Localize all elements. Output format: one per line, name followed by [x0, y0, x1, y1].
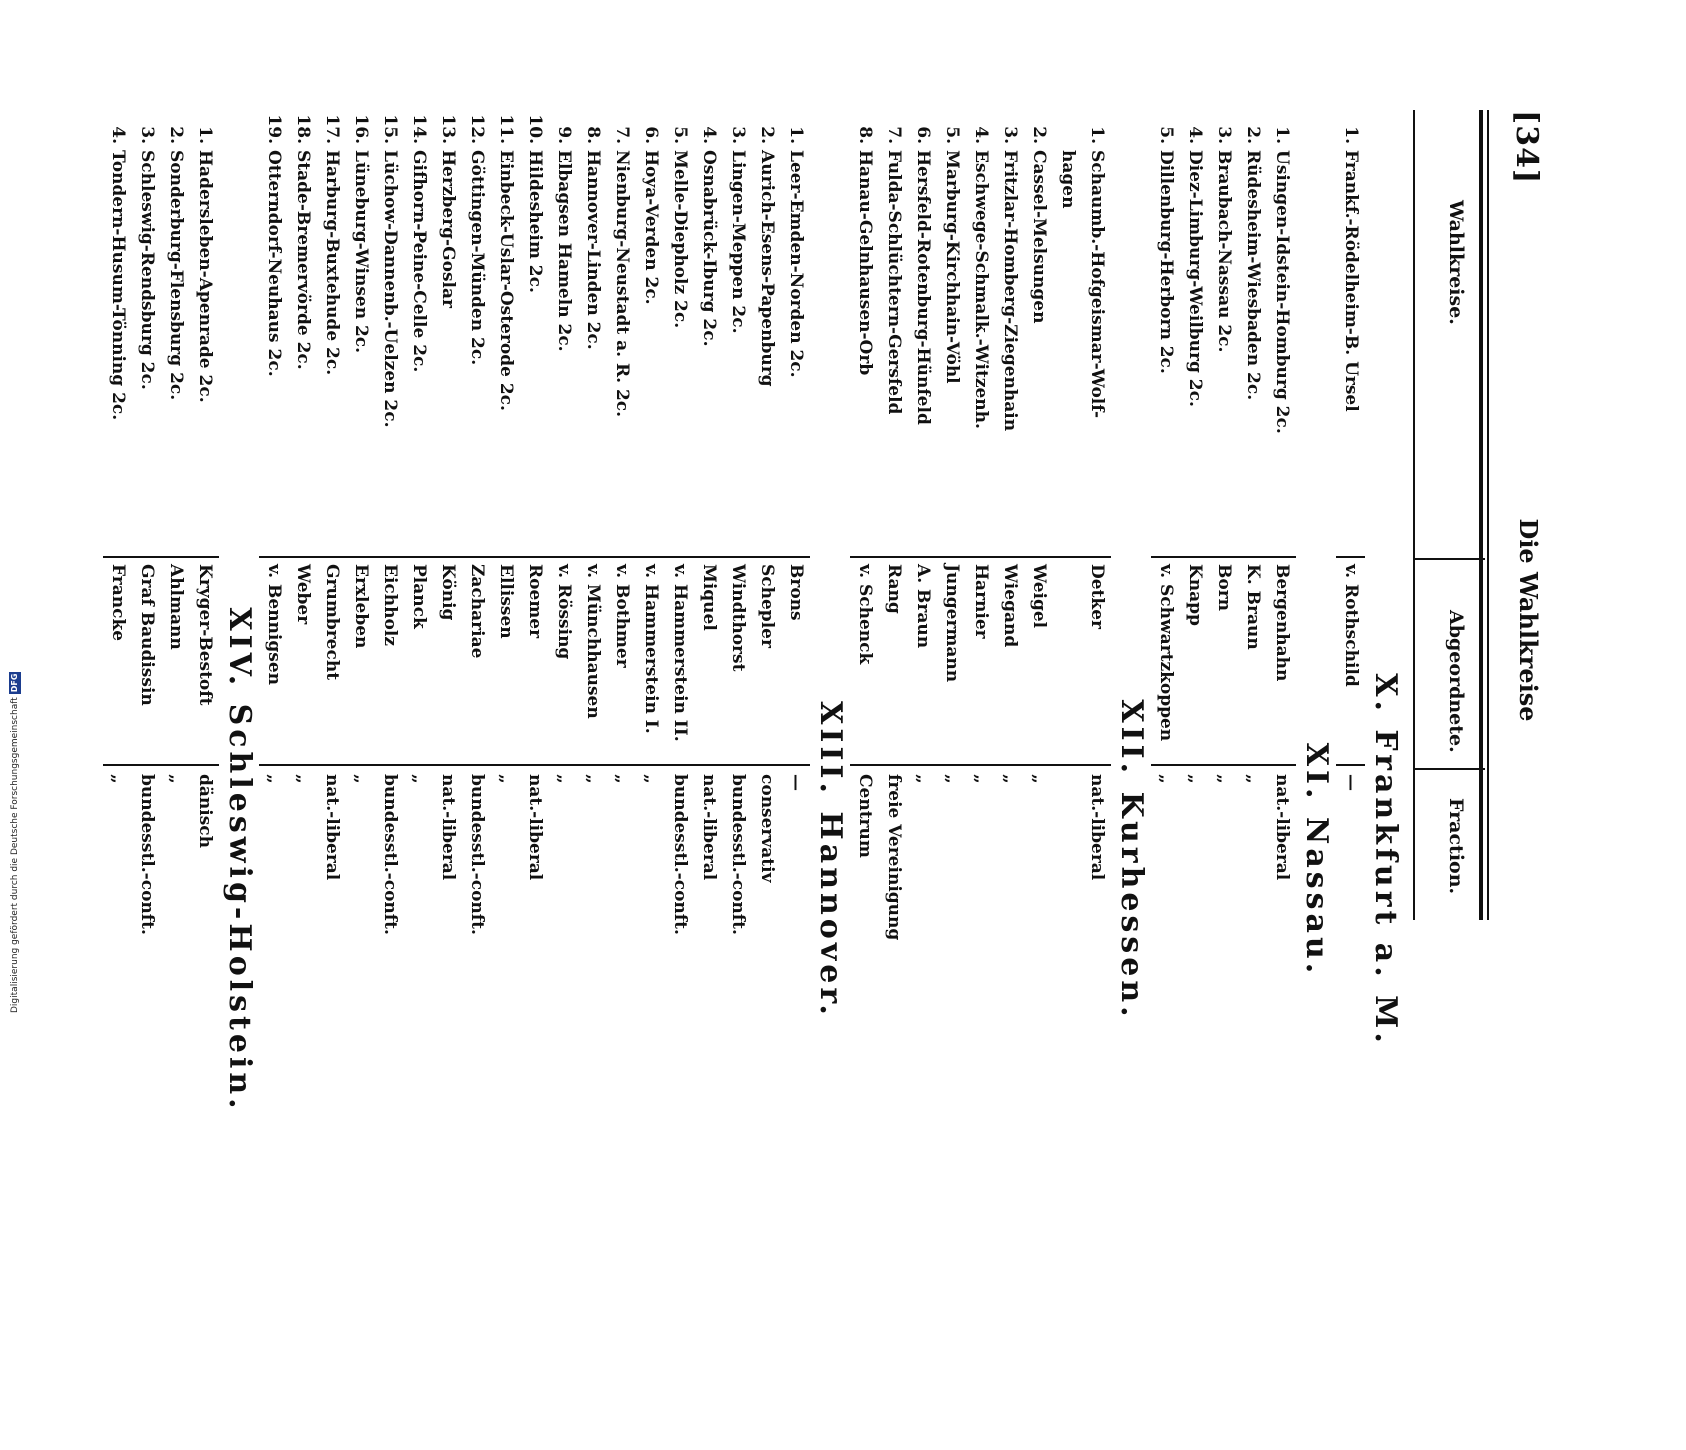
- faction-name: „: [166, 774, 186, 784]
- member-name: Wiegand: [1000, 564, 1020, 648]
- member-name: K. Braun: [1243, 564, 1263, 650]
- column-header-faction: Fraction.: [1445, 798, 1467, 895]
- member-name: Bergenhahn: [1272, 564, 1292, 682]
- faction-name: „: [554, 774, 574, 784]
- column-divider: [723, 764, 752, 766]
- district-name: Eschwege-Schmalk.-Witzenh.: [971, 150, 991, 429]
- member-name: Schepler: [757, 564, 777, 648]
- district-name: Hoya-Verden 2c.: [641, 150, 661, 305]
- faction-name: bundesstl.-conft.: [380, 774, 400, 935]
- section-title: XI. Nassau.: [1299, 742, 1334, 978]
- table-row: [346, 110, 375, 1450]
- district-name: Lüchow-Dannenb.-Uelzen 2c.: [380, 150, 400, 428]
- column-divider: [966, 764, 995, 766]
- row-number: 2.: [166, 126, 186, 144]
- district-name: Hersfeld-Rotenburg-Hünfeld: [913, 150, 933, 425]
- dfg-logo: DFG: [10, 673, 19, 693]
- district-name: Sonderburg-Flensburg 2c.: [166, 150, 186, 401]
- member-name: v. Hammerstein I.: [641, 564, 661, 734]
- column-divider: [908, 556, 937, 558]
- member-name: Planck: [409, 564, 429, 629]
- column-divider: [1053, 556, 1082, 558]
- column-divider: [752, 764, 781, 766]
- column-divider: [578, 556, 607, 558]
- faction-name: nat.-liberal: [525, 774, 545, 881]
- column-divider: [259, 556, 288, 558]
- column-divider: [132, 764, 161, 766]
- column-divider: [1053, 764, 1082, 766]
- district-name: Hanau-Gelnhausen-Orb: [855, 150, 875, 376]
- column-divider: [1336, 764, 1365, 766]
- faction-name: „: [942, 774, 962, 784]
- table-row: [161, 110, 190, 1450]
- column-divider: [462, 556, 491, 558]
- faction-name: „: [1000, 774, 1020, 784]
- district-name: Gifhorn-Peine-Celle 2c.: [409, 150, 429, 373]
- member-name: Miquel: [699, 564, 719, 631]
- table-row: [1267, 110, 1296, 1450]
- row-number: 10.: [525, 114, 545, 144]
- column-header-district: Wahlkreise.: [1445, 200, 1467, 325]
- member-name: Ellissen: [496, 564, 516, 639]
- column-divider: [549, 764, 578, 766]
- column-divider: [607, 764, 636, 766]
- column-divider: [520, 764, 549, 766]
- column-divider: [1238, 556, 1267, 558]
- column-divider: [1180, 764, 1209, 766]
- member-name: Eichholz: [380, 564, 400, 646]
- row-number: 7.: [612, 126, 632, 144]
- faction-name: nat.-liberal: [322, 774, 342, 881]
- district-name: Lingen-Meppen 2c.: [728, 150, 748, 334]
- member-name: Ahlmann: [166, 564, 186, 650]
- header-rule-bottom: [1413, 110, 1415, 920]
- column-divider: [404, 764, 433, 766]
- table-row: [132, 110, 161, 1450]
- column-divider: [317, 556, 346, 558]
- column-divider: [161, 764, 190, 766]
- district-name: Stade-Bremervörde 2c.: [293, 150, 313, 370]
- row-number: 1.: [786, 126, 806, 144]
- member-name: Born: [1214, 564, 1234, 612]
- district-name: Hannover-Linden 2c.: [583, 150, 603, 350]
- column-divider: [607, 556, 636, 558]
- table-row: [1053, 110, 1082, 1450]
- row-number: 8.: [583, 126, 603, 144]
- row-number: 12.: [467, 114, 487, 144]
- column-divider: [346, 556, 375, 558]
- column-divider: [1024, 556, 1053, 558]
- district-name: Elbagsen Hameln 2c.: [554, 150, 574, 352]
- faction-name: freie Vereinigung: [884, 774, 904, 941]
- header-divider-2: [1415, 768, 1485, 770]
- district-name: Schaumb.-Hofgeismar-Wolf-: [1087, 150, 1107, 419]
- district-name: Frankf.-Rödelheim-B. Ursel: [1341, 150, 1361, 412]
- row-number: 9.: [554, 126, 574, 144]
- table-row: [288, 110, 317, 1450]
- row-number: 5.: [670, 126, 690, 144]
- district-name: Marburg-Kirchhain-Vöhl: [942, 150, 962, 384]
- table-row: [1024, 110, 1053, 1450]
- row-number: 11.: [496, 114, 516, 144]
- table-row: [781, 110, 810, 1450]
- table-row: [723, 110, 752, 1450]
- column-divider: [375, 764, 404, 766]
- district-name: Cassel-Melsungen: [1029, 150, 1049, 324]
- district-name: Usingen-Idstein-Homburg 2c.: [1272, 150, 1292, 434]
- table-row: [1180, 110, 1209, 1450]
- faction-name: „: [293, 774, 313, 784]
- district-name: hagen: [1058, 150, 1078, 209]
- table-row: [995, 110, 1024, 1450]
- faction-name: nat.-liberal: [1087, 774, 1107, 881]
- member-name: Windthorst: [728, 564, 748, 672]
- page-number: [34]: [1509, 110, 1544, 185]
- column-divider: [491, 556, 520, 558]
- table-row: [966, 110, 995, 1450]
- row-number: 5.: [942, 126, 962, 144]
- faction-name: „: [351, 774, 371, 784]
- district-name: Hildesheim 2c.: [525, 150, 545, 293]
- column-divider: [1267, 764, 1296, 766]
- faction-name: „: [264, 774, 284, 784]
- member-name: Brons: [786, 564, 806, 621]
- faction-name: „: [1214, 774, 1234, 784]
- table-row: [694, 110, 723, 1450]
- row-number: 16.: [351, 114, 371, 144]
- faction-name: bundesstl.-conft.: [670, 774, 690, 935]
- district-name: Diez-Limburg-Weilburg 2c.: [1185, 150, 1205, 407]
- column-divider: [103, 764, 132, 766]
- faction-name: „: [1185, 774, 1205, 784]
- district-name: Nienburg-Neustadt a. R. 2c.: [612, 150, 632, 418]
- member-name: Grumbrecht: [322, 564, 342, 681]
- table-row: [520, 110, 549, 1450]
- row-number: 7.: [884, 126, 904, 144]
- column-divider: [161, 556, 190, 558]
- faction-name: „: [409, 774, 429, 784]
- section-title: XIII. Hannover.: [813, 701, 848, 1019]
- table-row: [190, 110, 219, 1450]
- faction-name: —: [1341, 774, 1361, 791]
- member-name: v. Hammerstein II.: [670, 564, 690, 742]
- column-divider: [937, 764, 966, 766]
- column-divider: [850, 764, 879, 766]
- faction-name: bundesstl.-conft.: [728, 774, 748, 935]
- faction-name: „: [1243, 774, 1263, 784]
- column-divider: [1180, 556, 1209, 558]
- column-divider: [665, 764, 694, 766]
- district-name: Braubach-Nassau 2c.: [1214, 150, 1234, 353]
- member-name: Harnier: [971, 564, 991, 639]
- column-divider: [723, 556, 752, 558]
- row-number: 17.: [322, 114, 342, 144]
- row-number: 4.: [1185, 126, 1205, 144]
- column-divider: [1024, 764, 1053, 766]
- member-name: v. Schenck: [855, 564, 875, 665]
- faction-name: „: [108, 774, 128, 784]
- column-divider: [375, 556, 404, 558]
- member-name: v. Bothmer: [612, 564, 632, 668]
- table-row: [665, 110, 694, 1450]
- faction-name: nat.-liberal: [438, 774, 458, 881]
- district-name: Göttingen-Münden 2c.: [467, 150, 487, 366]
- column-divider: [1238, 764, 1267, 766]
- header-rule-thick: [1479, 110, 1483, 920]
- row-number: 3.: [1214, 126, 1234, 144]
- table-row: [850, 110, 879, 1450]
- row-number: 1.: [1272, 126, 1292, 144]
- table-row: [636, 110, 665, 1450]
- member-name: Rang: [884, 564, 904, 614]
- column-divider: [433, 556, 462, 558]
- district-name: Rüdesheim-Wiesbaden 2c.: [1243, 150, 1263, 401]
- faction-name: nat.-liberal: [1272, 774, 1292, 881]
- row-number: 15.: [380, 114, 400, 144]
- column-divider: [132, 556, 161, 558]
- column-divider: [636, 556, 665, 558]
- column-divider: [190, 556, 219, 558]
- column-divider: [404, 556, 433, 558]
- faction-name: —: [786, 774, 806, 791]
- column-divider: [190, 764, 219, 766]
- column-divider: [694, 556, 723, 558]
- column-divider: [491, 764, 520, 766]
- table-row: [259, 110, 288, 1450]
- member-name: Detker: [1087, 564, 1107, 629]
- member-name: König: [438, 564, 458, 621]
- table-row: [549, 110, 578, 1450]
- table-row: [937, 110, 966, 1450]
- column-divider: [1267, 556, 1296, 558]
- column-divider: [103, 556, 132, 558]
- column-divider: [288, 556, 317, 558]
- table-row: [1238, 110, 1267, 1450]
- district-name: Einbeck-Uslar-Osterode 2c.: [496, 150, 516, 411]
- column-divider: [908, 764, 937, 766]
- column-divider: [1151, 556, 1180, 558]
- district-name: Schleswig-Rendsburg 2c.: [137, 150, 157, 390]
- table-row: [879, 110, 908, 1450]
- column-divider: [966, 556, 995, 558]
- district-name: Herzberg-Goslar: [438, 150, 458, 308]
- district-name: Fritzlar-Homberg-Ziegenhain: [1000, 150, 1020, 432]
- row-number: 8.: [855, 126, 875, 144]
- row-number: 14.: [409, 114, 429, 144]
- faction-name: conservativ: [757, 774, 777, 883]
- faction-name: „: [1029, 774, 1049, 784]
- faction-name: Centrum: [855, 774, 875, 858]
- row-number: 6.: [913, 126, 933, 144]
- member-name: Erxleben: [351, 564, 371, 649]
- table-row: [491, 110, 520, 1450]
- member-name: Jungermann: [942, 564, 962, 683]
- district-name: Osnabrück-Iburg 2c.: [699, 150, 719, 347]
- faction-name: „: [913, 774, 933, 784]
- district-table: [103, 110, 1405, 1450]
- table-row: [1209, 110, 1238, 1450]
- district-name: Lüneburg-Winsen 2c.: [351, 150, 371, 354]
- district-name: Hadersleben-Apenrade 2c.: [195, 150, 215, 403]
- row-number: 1.: [195, 126, 215, 144]
- faction-name: „: [971, 774, 991, 784]
- district-name: Aurich-Esens-Papenburg: [757, 150, 777, 387]
- column-divider: [317, 764, 346, 766]
- member-name: Francke: [108, 564, 128, 642]
- column-divider: [1209, 764, 1238, 766]
- column-divider: [636, 764, 665, 766]
- district-name: Dillenburg-Herborn 2c.: [1156, 150, 1176, 374]
- header-rule-top: [1487, 110, 1489, 920]
- district-name: Leer-Emden-Norden 2c.: [786, 150, 806, 378]
- credit-line: [7, 613, 23, 1013]
- column-divider: [995, 556, 1024, 558]
- table-row: [103, 110, 132, 1450]
- row-number: 19.: [264, 114, 284, 144]
- member-name: v. Bennigsen: [264, 564, 284, 686]
- table-row: [752, 110, 781, 1450]
- row-number: 2.: [1243, 126, 1263, 144]
- column-header-member: Abgeordnete.: [1445, 610, 1467, 753]
- column-divider: [462, 764, 491, 766]
- table-row: [607, 110, 636, 1450]
- member-name: v. Rothschild: [1341, 564, 1361, 687]
- faction-name: „: [612, 774, 632, 784]
- member-name: [1053, 564, 1082, 764]
- column-divider: [752, 556, 781, 558]
- member-name: Zachariae: [467, 564, 487, 659]
- faction-name: dänisch: [195, 774, 215, 849]
- member-name: v. Münchhausen: [583, 564, 603, 719]
- column-divider: [1209, 556, 1238, 558]
- member-name: Weigel: [1029, 564, 1049, 629]
- member-name: Roemer: [525, 564, 545, 639]
- table-row: [404, 110, 433, 1450]
- column-divider: [433, 764, 462, 766]
- row-number: 6.: [641, 126, 661, 144]
- column-divider: [1082, 556, 1111, 558]
- row-number: 1.: [1087, 126, 1107, 144]
- faction-name: „: [641, 774, 661, 784]
- column-divider: [259, 764, 288, 766]
- column-divider: [549, 556, 578, 558]
- faction-name: bundesstl.-conft.: [137, 774, 157, 935]
- faction-name: [1053, 774, 1082, 1014]
- section-title: X. Frankfurt a. M.: [1368, 673, 1403, 1047]
- district-name: Harburg-Buxtehude 2c.: [322, 150, 342, 376]
- member-name: A. Braun: [913, 564, 933, 649]
- row-number: 4.: [699, 126, 719, 144]
- column-divider: [1082, 764, 1111, 766]
- faction-name: „: [1156, 774, 1176, 784]
- member-name: Knapp: [1185, 564, 1205, 626]
- faction-name: „: [496, 774, 516, 784]
- row-number: 5.: [1156, 126, 1176, 144]
- member-name: Graf Baudissin: [137, 564, 157, 706]
- district-name: Melle-Diepholz 2c.: [670, 150, 690, 329]
- row-number: 3.: [1000, 126, 1020, 144]
- row-number: 13.: [438, 114, 458, 144]
- document-page: [108, 80, 1544, 1113]
- column-divider: [1151, 764, 1180, 766]
- table-row: [578, 110, 607, 1450]
- row-number: 3.: [728, 126, 748, 144]
- column-divider: [879, 556, 908, 558]
- column-divider: [879, 764, 908, 766]
- column-divider: [937, 556, 966, 558]
- column-divider: [995, 764, 1024, 766]
- row-number: 2.: [757, 126, 777, 144]
- column-divider: [694, 764, 723, 766]
- district-name: Tondern-Husum-Tönning 2c.: [108, 150, 128, 421]
- column-divider: [520, 556, 549, 558]
- column-divider: [850, 556, 879, 558]
- row-number: 1.: [1341, 126, 1361, 144]
- row-number: 4.: [971, 126, 991, 144]
- column-divider: [665, 556, 694, 558]
- row-number: 2.: [1029, 126, 1049, 144]
- row-number: 4.: [108, 126, 128, 144]
- table-row: [462, 110, 491, 1450]
- table-row: [317, 110, 346, 1450]
- district-name: Otterndorf-Neuhaus 2c.: [264, 150, 284, 377]
- district-name: Fulda-Schlüchtern-Gersfeld: [884, 150, 904, 415]
- table-row: [908, 110, 937, 1450]
- member-name: v. Schwartzkoppen: [1156, 564, 1176, 742]
- member-name: Weber: [293, 564, 313, 625]
- faction-name: „: [583, 774, 603, 784]
- column-divider: [781, 556, 810, 558]
- row-number: 18.: [293, 114, 313, 144]
- column-divider: [578, 764, 607, 766]
- member-name: v. Rössing: [554, 564, 574, 660]
- faction-name: bundesstl.-conft.: [467, 774, 487, 935]
- table-row: [1336, 110, 1365, 1450]
- column-divider: [781, 764, 810, 766]
- table-row: [433, 110, 462, 1450]
- table-row: [1151, 110, 1180, 1450]
- table-row: [1082, 110, 1111, 1450]
- credit-text: Digitalisierung gefördert durch die Deutsche Forschungsgemeinschaft: [10, 697, 20, 1013]
- column-divider: [1336, 556, 1365, 558]
- column-divider: [346, 764, 375, 766]
- faction-name: nat.-liberal: [699, 774, 719, 881]
- column-divider: [288, 764, 317, 766]
- row-number: 3.: [137, 126, 157, 144]
- section-title: XIV. Schleswig-Holstein.: [222, 607, 257, 1113]
- section-title: XII. Kurhessen.: [1114, 699, 1149, 1021]
- header-divider-1: [1415, 558, 1485, 560]
- page-title: Die Wahlkreise: [1514, 518, 1543, 722]
- member-name: Kryger-Bestoft: [195, 564, 215, 706]
- table-row: [375, 110, 404, 1450]
